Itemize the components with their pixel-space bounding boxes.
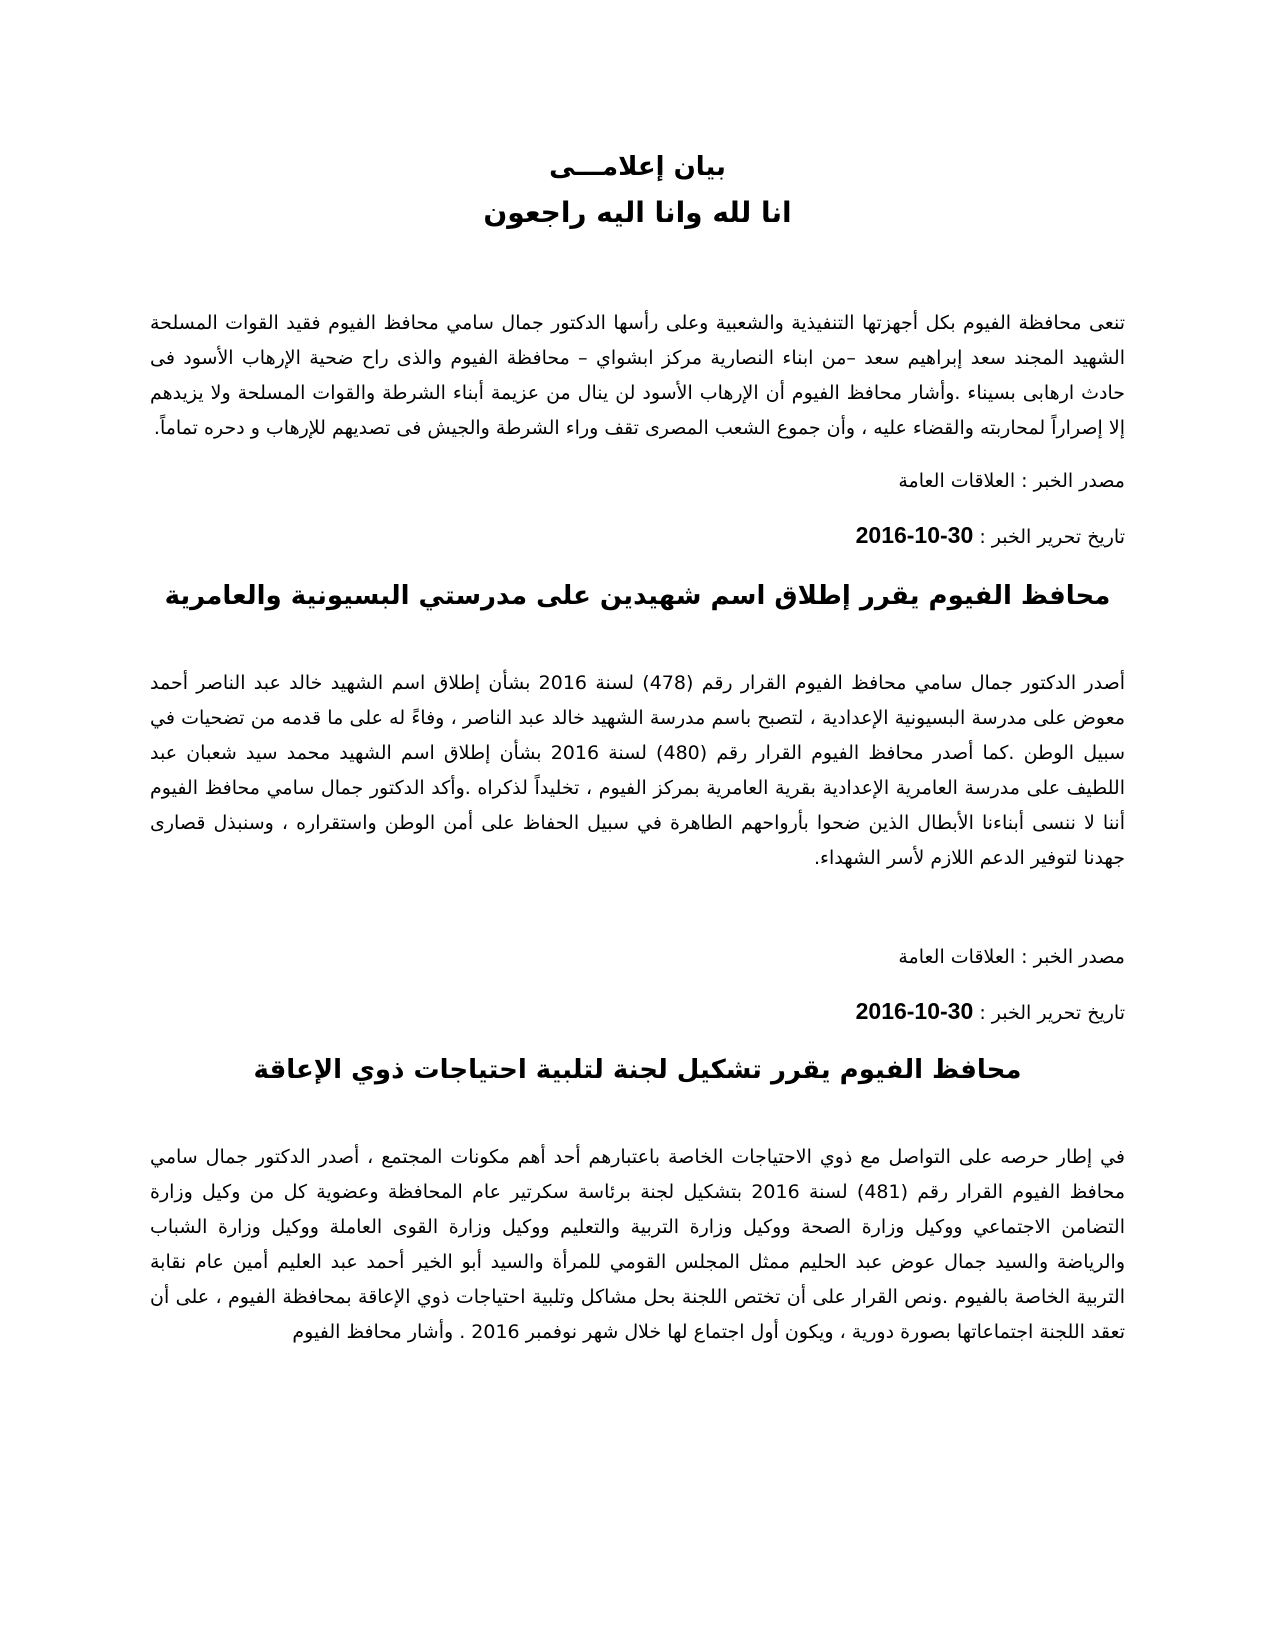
section-2-body: أصدر الدكتور جمال سامي محافظ الفيوم القرار رقم (478) لسنة 2016 بشأن إطلاق اسم الشهيد خالد عبد الناصر أحمد معوض على مدرسة البسيونية الإعدادية ، لتصبح باسم مدرسة الشهيد خالد عبد الناصر ، وفاءً له على ما قدمه من تضحيات في سبيل الوطن .كما أصدر محافظ الفيوم القرار رقم (480) لسنة 2016 بشأن إطلاق اسم الشهيد محمد سيد شعبان عبد اللطيف على مدرسة العامرية الإعدادية بقرية العامرية بمركز الفيوم ، تخليداً لذكراه .وأكد الدكتور جمال سامي محافظ الفيوم أننا لا ننسى أبناءنا الأبطال الذين ضحوا بأرواحهم الطاهرة في سبيل الحفاظ على أمن الوطن واستقراره ، وسنبذل قصارى جهدنا لتوفير الدعم اللازم لأسر الشهداء.: [150, 672, 1126, 869]
section-2-date-label: تاريخ تحرير الخبر :: [979, 1002, 1125, 1024]
announcement-subtitle: انا لله وانا اليه راجعون: [483, 196, 792, 229]
section-1-body: تنعى محافظة الفيوم بكل أجهزتها التنفيذية والشعبية وعلى رأسها الدكتور جمال سامي محافظ الفيوم فقيد القوات المسلحة الشهيد المجند سعد إبراهيم سعد –من ابناء النصارية مركز ابشواي – محافظة الفيوم والذى راح ضحية الإرهاب الأسود فى حادث ارهابى بسيناء .وأشار محافظ الفيوم أن الإرهاب الأسود لن ينال من عزيمة أبناء الشرطة والقوات المسلحة ولا يزيدهم إلا إصراراً لمحاربته والقضاء عليه ، وأن جموع الشعب المصرى تقف وراء الشرطة والجيش فى تصديهم للإرهاب و دحره تماماً.: [150, 312, 1125, 439]
section-2-date-line: [150, 996, 1125, 1028]
section-1-date-line: [150, 520, 1125, 552]
section-1-date-label: تاريخ تحرير الخبر :: [979, 526, 1125, 548]
section-3-body: في إطار حرصه على التواصل مع ذوي الاحتياجات الخاصة باعتبارهم أحد أهم مكونات المجتمع ، أصدر الدكتور جمال سامي محافظ الفيوم القرار رقم (481) لسنة 2016 بتشكيل لجنة برئاسة سكرتير عام المحافظة وعضوية كل من وكيل وزارة التضامن الاجتماعي ووكيل وزارة الصحة ووكيل وزارة التربية والتعليم ووكيل وزارة القوى العاملة ووكيل وزارة الشباب والرياضة والسيد جمال عوض عبد الحليم ممثل المجلس القومي للمرأة والسيد أبو الخير أحمد عبد العليم أمين عام نقابة التربية الخاصة بالفيوم .ونص القرار على أن تختص اللجنة بحل مشاكل وتلبية احتياجات ذوي الإعاقة بمحافظة الفيوم ، على أن تعقد اللجنة اجتماعاتها بصورة دورية ، ويكون أول اجتماع لها خلال شهر نوفمبر 2016 . وأشار محافظ الفيوم: [150, 1146, 1125, 1343]
section-2-source: مصدر الخبر : العلاقات العامة: [898, 946, 1125, 968]
announcement-title: بيان إعلامـــى: [549, 152, 726, 182]
section-2-date: 2016-10-30: [855, 998, 974, 1024]
section-1-date: 2016-10-30: [855, 522, 974, 548]
section-2-title: محافظ الفيوم يقرر إطلاق اسم شهيدين على مدرستي البسيونية والعامرية: [164, 581, 1111, 611]
document-page: [150, 140, 1125, 1350]
section-3-title: محافظ الفيوم يقرر تشكيل لجنة لتلبية احتياجات ذوي الإعاقة: [253, 1055, 1022, 1085]
section-1-source: مصدر الخبر : العلاقات العامة: [898, 470, 1125, 492]
